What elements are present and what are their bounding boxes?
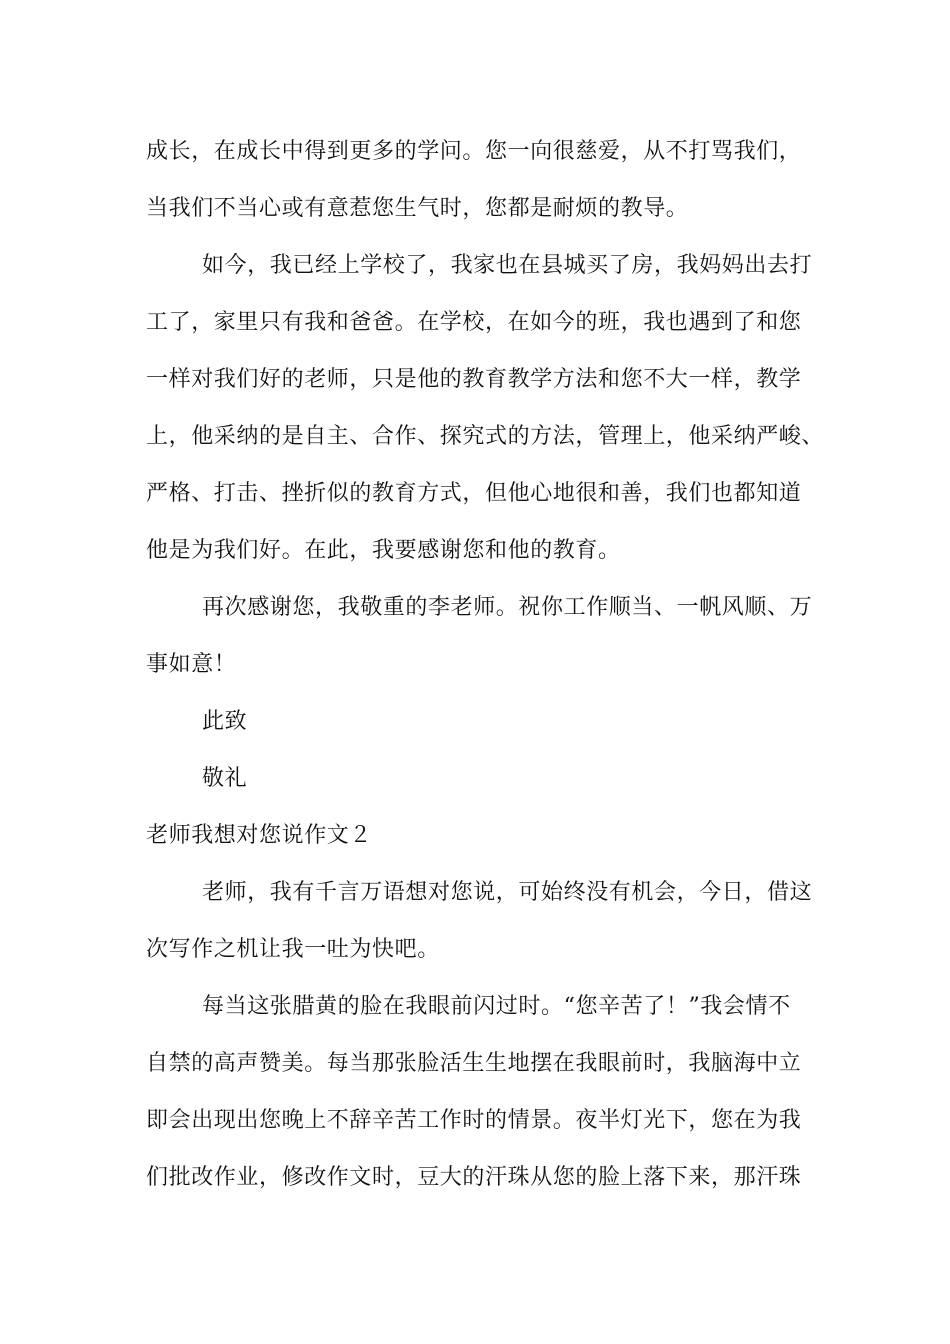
text-line: 他是为我们好。在此，我要感谢您和他的教育。 bbox=[146, 538, 621, 563]
text-line: 上，他采纳的是自主、合作、探究式的方法，管理上，他采纳严峻、 bbox=[146, 424, 825, 449]
text-line: 次写作之机让我一吐为快吧。 bbox=[146, 937, 440, 962]
text-line: 工了，家里只有我和爸爸。在学校，在如今的班，我也遇到了和您 bbox=[146, 310, 802, 335]
text-line: 成长，在成长中得到更多的学问。您一向很慈爱，从不打骂我们， bbox=[146, 139, 802, 164]
closing-salutation: 此致 bbox=[202, 709, 248, 734]
text-line: 当我们不当心或有意惹您生气时，您都是耐烦的教导。 bbox=[146, 196, 689, 221]
text-line: 一样对我们好的老师，只是他的教育教学方法和您不大一样，教学 bbox=[146, 367, 802, 392]
closing-salutation: 敬礼 bbox=[202, 766, 248, 791]
paragraph-start: 再次感谢您，我敬重的李老师。祝你工作顺当、一帆风顺、万 bbox=[202, 595, 813, 620]
essay-title: 老师我想对您说作文２ bbox=[146, 823, 373, 848]
paragraph-start: 每当这张腊黄的脸在我眼前闪过时。“您辛苦了！”我会情不 bbox=[202, 994, 791, 1019]
text-line: 严格、打击、挫折似的教育方式，但他心地很和善，我们也都知道 bbox=[146, 481, 802, 506]
paragraph-start: 如今，我已经上学校了，我家也在县城买了房，我妈妈出去打 bbox=[202, 253, 813, 278]
text-line: 们批改作业，修改作文时，豆大的汗珠从您的脸上落下来，那汗珠 bbox=[146, 1165, 802, 1190]
text-line: 自禁的高声赞美。每当那张脸活生生地摆在我眼前时，我脑海中立 bbox=[146, 1051, 802, 1076]
text-line: 事如意！ bbox=[146, 652, 237, 677]
paragraph-start: 老师，我有千言万语想对您说，可始终没有机会，今日，借这 bbox=[202, 880, 813, 905]
text-line: 即会出现出您晚上不辞辛苦工作时的情景。夜半灯光下，您在为我 bbox=[146, 1108, 802, 1133]
